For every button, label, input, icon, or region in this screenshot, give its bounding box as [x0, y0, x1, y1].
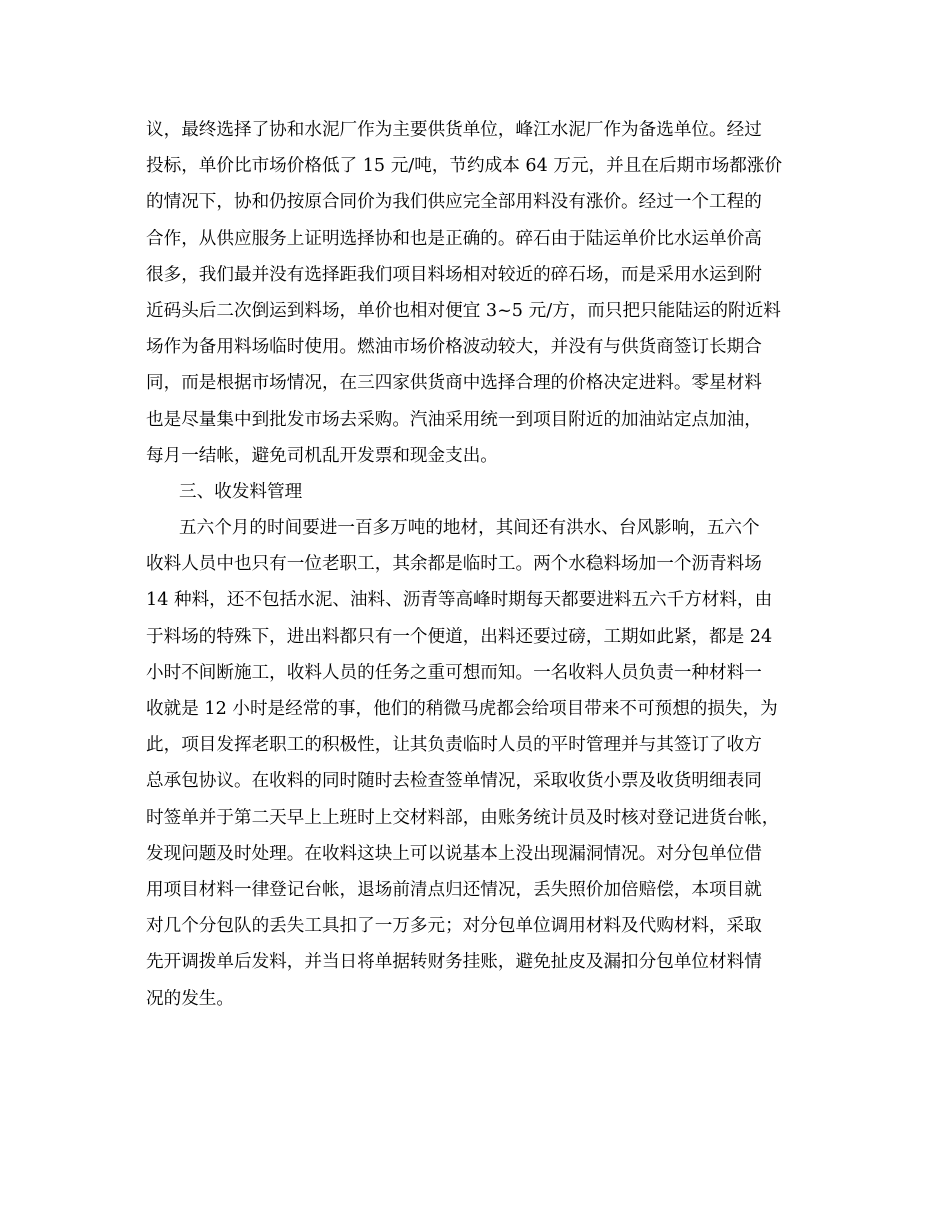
section-heading: 三、收发料管理: [179, 481, 303, 502]
document-body: [146, 112, 806, 1017]
paragraph-line: 近码头后二次倒运到料场，单价也相对便宜 3~5 元/方，而只把只能陆运的附近料: [146, 300, 781, 321]
paragraph-line: 很多，我们最并没有选择距我们项目料场相对较近的碎石场，而是采用水运到附: [146, 264, 762, 285]
paragraph-line: 收就是 12 小时是经常的事，他们的稍微马虎都会给项目带来不可预想的损失，为: [146, 699, 778, 719]
paragraph-line: 场作为备用料场临时使用。燃油市场价格波动较大，并没有与供货商签订长期合: [146, 337, 762, 358]
paragraph-line: 于料场的特殊下，进出料都只有一个便道，出料还要过磅，工期如此紧，都是 24: [146, 626, 773, 647]
paragraph-line: 时签单并于第二天早上上班时上交材料部，由账务统计员及时核对登记进货台帐，: [146, 807, 780, 828]
paragraph-line: 对几个分包队的丢失工具扣了一万多元；对分包单位调用材料及代购材料，采取: [146, 916, 762, 937]
paragraph-line: 每月一结帐，避免司机乱开发票和现金支出。: [146, 445, 498, 466]
paragraph-line: 同，而是根据市场情况，在三四家供货商中选择合理的价格决定进料。零星材料: [146, 373, 762, 394]
paragraph-line: 总承包协议。在收料的同时随时去检查签单情况，采取收货小票及收货明细表同: [146, 771, 762, 792]
paragraph-line: 此，项目发挥老职工的积极性，让其负责临时人员的平时管理并与其签订了收方: [146, 735, 762, 756]
paragraph-line: 合作，从供应服务上证明选择协和也是正确的。碎石由于陆运单价比水运单价高: [146, 228, 762, 249]
paragraph-line: 先开调拨单后发料，并当日将单据转财务挂账，避免扯皮及漏扣分包单位材料情: [146, 952, 762, 973]
paragraph-line: 小时不间断施工，收料人员的任务之重可想而知。一名收料人员负责一种材料一: [146, 662, 762, 683]
paragraph-line: 发现问题及时处理。在收料这块上可以说基本上没出现漏洞情况。对分包单位借: [146, 843, 762, 864]
paragraph-line: 14 种料，还不包括水泥、油料、沥青等高峰时期每天都要进料五六千方材料，由: [146, 590, 773, 611]
paragraph-material-procurement: [146, 112, 806, 474]
paragraph-line: 况的发生。: [146, 988, 234, 1009]
paragraph-line: 用项目材料一律登记台帐，退场前清点归还情况，丢失照价加倍赔偿，本项目就: [146, 879, 762, 900]
paragraph-line: 的情况下，协和仍按原合同价为我们供应完全部用料没有涨价。经过一个工程的: [146, 192, 762, 213]
paragraph-receiving-issuing: [146, 510, 806, 1017]
paragraph-line: 也是尽量集中到批发市场去采购。汽油采用统一到项目附近的加油站定点加油，: [146, 409, 762, 430]
paragraph-line: 收料人员中也只有一位老职工，其余都是临时工。两个水稳料场加一个沥青料场: [146, 554, 762, 575]
paragraph-line: 五六个月的时间要进一百多万吨的地材，其间还有洪水、台风影响，五六个: [179, 518, 760, 539]
paragraph-line: 投标，单价比市场价格低了 15 元/吨，节约成本 64 万元，并且在后期市场都涨价: [146, 156, 783, 177]
paragraph-line: 议，最终选择了协和水泥厂作为主要供货单位，峰江水泥厂作为备选单位。经过: [146, 120, 762, 140]
